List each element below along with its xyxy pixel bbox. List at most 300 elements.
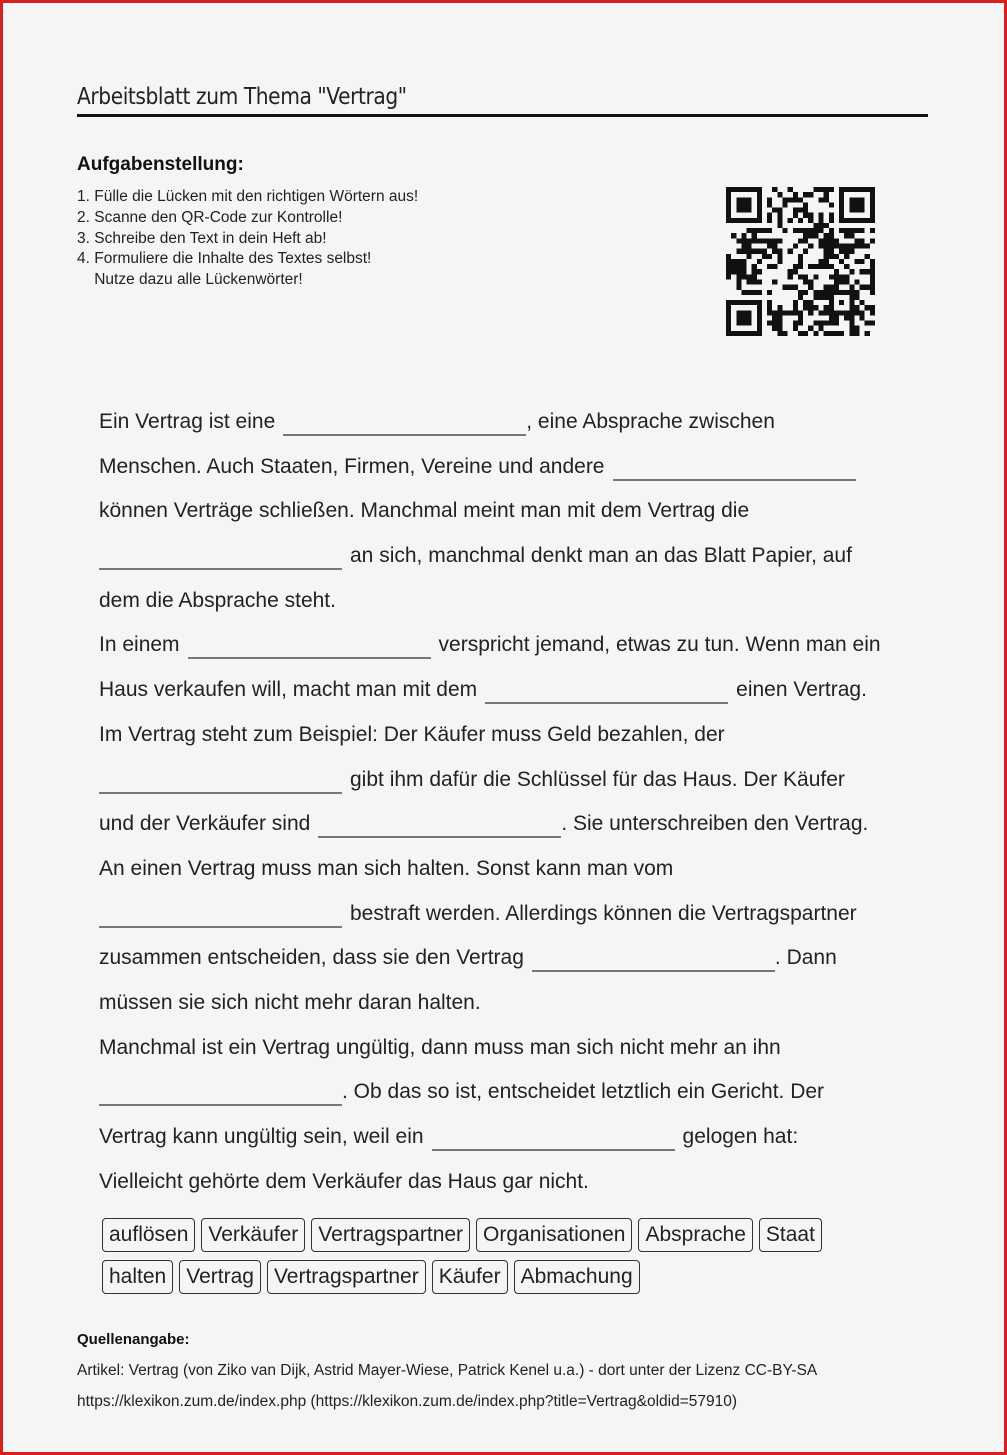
qr-module bbox=[829, 264, 834, 269]
qr-module bbox=[813, 305, 818, 310]
qr-module bbox=[839, 290, 844, 295]
qr-module bbox=[829, 331, 834, 336]
qr-module bbox=[860, 269, 865, 274]
task-step: 3. Schreibe den Text in dein Heft ab! bbox=[77, 229, 327, 247]
blank-gap[interactable] bbox=[99, 542, 342, 570]
word-chip[interactable]: Käufer bbox=[432, 1260, 508, 1294]
qr-module bbox=[747, 310, 752, 315]
blank-gap[interactable] bbox=[485, 676, 728, 704]
text-line bbox=[99, 1160, 919, 1205]
qr-module bbox=[788, 274, 793, 279]
qr-module bbox=[772, 264, 777, 269]
qr-module bbox=[757, 310, 762, 315]
text-segment: gelogen hat: bbox=[682, 1125, 799, 1148]
text-line bbox=[99, 981, 919, 1026]
qr-module bbox=[772, 208, 777, 213]
qr-module bbox=[818, 310, 823, 315]
qr-module bbox=[813, 264, 818, 269]
qr-module bbox=[834, 274, 839, 279]
qr-module bbox=[829, 187, 834, 192]
qr-module bbox=[793, 310, 798, 315]
qr-module bbox=[849, 202, 854, 207]
qr-module bbox=[844, 244, 849, 249]
qr-module bbox=[741, 264, 746, 269]
qr-module bbox=[849, 269, 854, 274]
qr-module bbox=[808, 244, 813, 249]
qr-module bbox=[839, 279, 844, 284]
qr-module bbox=[834, 285, 839, 290]
qr-module bbox=[767, 218, 772, 223]
word-chip[interactable]: auflösen bbox=[102, 1218, 195, 1252]
word-bank bbox=[102, 1218, 902, 1302]
qr-module bbox=[854, 310, 859, 315]
qr-module bbox=[844, 264, 849, 269]
qr-module bbox=[834, 279, 839, 284]
qr-module bbox=[824, 321, 829, 326]
qr-module bbox=[803, 213, 808, 218]
qr-module bbox=[818, 238, 823, 243]
text-line bbox=[99, 892, 919, 937]
qr-module bbox=[777, 315, 782, 320]
qr-module bbox=[824, 223, 829, 228]
text-line bbox=[99, 1026, 919, 1071]
blank-gap[interactable] bbox=[318, 810, 561, 838]
qr-module bbox=[844, 187, 849, 192]
word-bank-row bbox=[102, 1260, 902, 1294]
qr-module bbox=[772, 187, 777, 192]
qr-module bbox=[839, 218, 844, 223]
qr-module bbox=[752, 274, 757, 279]
blank-gap[interactable] bbox=[188, 631, 431, 659]
text-segment: In einem bbox=[99, 633, 180, 657]
qr-module bbox=[726, 208, 731, 213]
qr-module bbox=[849, 295, 854, 300]
qr-module bbox=[777, 321, 782, 326]
qr-module bbox=[854, 326, 859, 331]
qr-module bbox=[854, 305, 859, 310]
qr-module bbox=[777, 208, 782, 213]
qr-module bbox=[793, 213, 798, 218]
qr-module bbox=[762, 228, 767, 233]
qr-module bbox=[736, 238, 741, 243]
word-bank-row bbox=[102, 1218, 902, 1252]
word-chip[interactable]: Vertragspartner bbox=[311, 1218, 470, 1252]
qr-module bbox=[803, 331, 808, 336]
qr-module bbox=[839, 213, 844, 218]
qr-module bbox=[865, 285, 870, 290]
qr-module bbox=[726, 187, 731, 192]
text-segment: Menschen. Auch Staaten, Firmen, Vereine und andere bbox=[99, 454, 605, 478]
text-line bbox=[99, 400, 919, 445]
text-segment: gibt ihm dafür die Schlüssel für das Haus. Der Käufer bbox=[350, 767, 845, 791]
text-segment: und der Verkäufer sind bbox=[99, 812, 311, 836]
qr-module bbox=[736, 285, 741, 290]
qr-module bbox=[798, 259, 803, 264]
qr-module bbox=[834, 254, 839, 259]
qr-module bbox=[803, 202, 808, 207]
qr-module bbox=[860, 259, 865, 264]
qr-module bbox=[752, 187, 757, 192]
qr-module bbox=[788, 197, 793, 202]
text-segment: Vielleicht gehörte dem Verkäufer das Haus gar nicht. bbox=[99, 1169, 589, 1193]
qr-module bbox=[747, 331, 752, 336]
qr-module bbox=[803, 300, 808, 305]
qr-module bbox=[752, 238, 757, 243]
qr-module bbox=[741, 202, 746, 207]
source-url[interactable]: https://klexikon.zum.de/index.php (https://klexikon.zum.de/index.php?title=Vertrag&oldid=57910) bbox=[77, 1393, 738, 1410]
qr-module bbox=[757, 279, 762, 284]
qr-module bbox=[854, 202, 859, 207]
qr-module bbox=[818, 228, 823, 233]
qr-module bbox=[834, 238, 839, 243]
qr-module bbox=[793, 305, 798, 310]
qr-module bbox=[798, 310, 803, 315]
qr-module bbox=[824, 233, 829, 238]
qr-module bbox=[757, 218, 762, 223]
qr-module bbox=[829, 295, 834, 300]
qr-module bbox=[854, 259, 859, 264]
qr-module bbox=[777, 213, 782, 218]
word-chip[interactable]: Organisationen bbox=[476, 1218, 632, 1252]
qr-module bbox=[726, 197, 731, 202]
qr-module bbox=[860, 285, 865, 290]
text-line bbox=[99, 758, 919, 803]
qr-module bbox=[741, 249, 746, 254]
qr-module bbox=[849, 187, 854, 192]
qr-module bbox=[849, 208, 854, 213]
qr-module bbox=[777, 331, 782, 336]
source-heading: Quellenangabe: bbox=[77, 1331, 190, 1348]
qr-module bbox=[829, 310, 834, 315]
qr-module bbox=[860, 218, 865, 223]
qr-module bbox=[849, 290, 854, 295]
qr-module bbox=[813, 290, 818, 295]
qr-module bbox=[741, 269, 746, 274]
qr-module bbox=[736, 269, 741, 274]
qr-module bbox=[860, 244, 865, 249]
qr-module bbox=[752, 331, 757, 336]
qr-module bbox=[798, 331, 803, 336]
qr-module bbox=[829, 213, 834, 218]
qr-module bbox=[798, 315, 803, 320]
qr-module bbox=[849, 285, 854, 290]
task-steps bbox=[77, 187, 418, 291]
qr-module bbox=[757, 326, 762, 331]
qr-module bbox=[788, 285, 793, 290]
text-segment: einen Vertrag. bbox=[736, 678, 867, 702]
qr-module bbox=[865, 331, 870, 336]
qr-module bbox=[793, 326, 798, 331]
qr-module bbox=[854, 290, 859, 295]
qr-module bbox=[731, 218, 736, 223]
text-segment: an sich, manchmal denkt man an das Blatt Papier, auf bbox=[350, 544, 852, 568]
qr-module bbox=[726, 259, 731, 264]
qr-module bbox=[854, 218, 859, 223]
text-segment: bestraft werden. Allerdings können die Vertragspartner bbox=[350, 901, 857, 925]
qr-module bbox=[741, 238, 746, 243]
qr-module bbox=[726, 202, 731, 207]
cloze-text bbox=[99, 400, 919, 1204]
qr-module bbox=[798, 290, 803, 295]
qr-module bbox=[741, 187, 746, 192]
qr-module bbox=[752, 264, 757, 269]
qr-module bbox=[870, 187, 875, 192]
qr-module bbox=[803, 192, 808, 197]
qr-module bbox=[839, 197, 844, 202]
qr-module bbox=[808, 285, 813, 290]
qr-module bbox=[736, 259, 741, 264]
qr-module bbox=[726, 218, 731, 223]
qr-module bbox=[731, 259, 736, 264]
qr-module bbox=[793, 192, 798, 197]
qr-module bbox=[829, 290, 834, 295]
qr-module bbox=[736, 202, 741, 207]
qr-module bbox=[747, 197, 752, 202]
qr-module bbox=[870, 238, 875, 243]
qr-module bbox=[860, 197, 865, 202]
word-chip[interactable]: Verkäufer bbox=[201, 1218, 305, 1252]
qr-module bbox=[772, 326, 777, 331]
qr-module bbox=[767, 264, 772, 269]
blank-gap[interactable] bbox=[532, 944, 775, 972]
qr-module bbox=[870, 228, 875, 233]
qr-module bbox=[808, 213, 813, 218]
qr-module bbox=[736, 279, 741, 284]
qr-module bbox=[829, 218, 834, 223]
qr-module bbox=[818, 213, 823, 218]
text-line bbox=[99, 802, 919, 847]
qr-module bbox=[731, 187, 736, 192]
qr-module bbox=[829, 305, 834, 310]
qr-module bbox=[860, 228, 865, 233]
qr-module bbox=[726, 269, 731, 274]
qr-module bbox=[870, 259, 875, 264]
qr-module bbox=[824, 192, 829, 197]
qr-module bbox=[788, 218, 793, 223]
qr-module bbox=[741, 233, 746, 238]
qr-module bbox=[849, 326, 854, 331]
qr-module bbox=[752, 249, 757, 254]
qr-module bbox=[818, 197, 823, 202]
qr-code-icon[interactable] bbox=[726, 187, 875, 336]
qr-module bbox=[772, 321, 777, 326]
qr-module bbox=[752, 300, 757, 305]
qr-module bbox=[865, 254, 870, 259]
qr-module bbox=[808, 305, 813, 310]
qr-module bbox=[870, 321, 875, 326]
qr-module bbox=[860, 202, 865, 207]
qr-module bbox=[793, 197, 798, 202]
qr-module bbox=[824, 249, 829, 254]
qr-module bbox=[783, 331, 788, 336]
qr-module bbox=[860, 315, 865, 320]
qr-module bbox=[777, 238, 782, 243]
text-segment: verspricht jemand, etwas zu tun. Wenn man ein bbox=[438, 633, 881, 657]
qr-module bbox=[757, 249, 762, 254]
qr-module bbox=[767, 310, 772, 315]
qr-module bbox=[870, 202, 875, 207]
blank-gap[interactable] bbox=[99, 1078, 342, 1106]
qr-module bbox=[793, 264, 798, 269]
blank-gap[interactable] bbox=[283, 408, 526, 436]
qr-module bbox=[752, 228, 757, 233]
qr-module bbox=[803, 228, 808, 233]
word-chip[interactable]: Vertragspartner bbox=[267, 1260, 426, 1294]
text-segment: Ein Vertrag ist eine bbox=[99, 410, 276, 433]
qr-module bbox=[839, 208, 844, 213]
qr-module bbox=[803, 290, 808, 295]
qr-module bbox=[870, 213, 875, 218]
qr-module bbox=[824, 264, 829, 269]
qr-module bbox=[818, 259, 823, 264]
blank-gap[interactable] bbox=[99, 900, 342, 928]
qr-module bbox=[777, 254, 782, 259]
text-segment: zusammen entscheiden, dass sie den Vertrag bbox=[99, 946, 524, 970]
qr-module bbox=[870, 269, 875, 274]
page-title: Arbeitsblatt zum Thema "Vertrag" bbox=[77, 84, 407, 110]
qr-module bbox=[839, 244, 844, 249]
qr-module bbox=[813, 233, 818, 238]
qr-module bbox=[813, 331, 818, 336]
qr-module bbox=[829, 254, 834, 259]
qr-module bbox=[798, 197, 803, 202]
word-chip[interactable]: Staat bbox=[759, 1218, 822, 1252]
qr-module bbox=[808, 192, 813, 197]
qr-module bbox=[865, 321, 870, 326]
qr-module bbox=[767, 213, 772, 218]
qr-module bbox=[818, 218, 823, 223]
qr-module bbox=[752, 269, 757, 274]
task-heading: Aufgabenstellung: bbox=[77, 154, 244, 175]
qr-module bbox=[803, 274, 808, 279]
qr-module bbox=[793, 321, 798, 326]
qr-module bbox=[726, 264, 731, 269]
qr-module bbox=[747, 254, 752, 259]
qr-module bbox=[834, 315, 839, 320]
word-chip[interactable]: halten bbox=[102, 1260, 173, 1294]
qr-module bbox=[767, 244, 772, 249]
qr-module bbox=[757, 300, 762, 305]
qr-module bbox=[788, 269, 793, 274]
text-line bbox=[99, 713, 919, 758]
qr-module bbox=[839, 202, 844, 207]
task-step: 2. Scanne den QR-Code zur Kontrolle! bbox=[77, 208, 343, 226]
qr-module bbox=[783, 228, 788, 233]
qr-module bbox=[731, 264, 736, 269]
qr-module bbox=[829, 249, 834, 254]
qr-module bbox=[829, 202, 834, 207]
qr-module bbox=[829, 315, 834, 320]
qr-module bbox=[726, 254, 731, 259]
qr-module bbox=[818, 187, 823, 192]
blank-gap[interactable] bbox=[613, 453, 856, 481]
qr-module bbox=[854, 295, 859, 300]
qr-module bbox=[803, 279, 808, 284]
qr-module bbox=[757, 305, 762, 310]
qr-module bbox=[808, 264, 813, 269]
qr-module bbox=[834, 310, 839, 315]
text-segment: Manchmal ist ein Vertrag ungültig, dann muss man sich nicht mehr an ihn bbox=[99, 1035, 781, 1059]
qr-module bbox=[752, 290, 757, 295]
qr-module bbox=[736, 264, 741, 269]
blank-gap[interactable] bbox=[432, 1123, 675, 1151]
word-chip[interactable]: Vertrag bbox=[179, 1260, 261, 1294]
qr-module bbox=[736, 274, 741, 279]
qr-module bbox=[731, 269, 736, 274]
qr-module bbox=[767, 197, 772, 202]
qr-module bbox=[757, 213, 762, 218]
qr-module bbox=[762, 249, 767, 254]
text-line bbox=[99, 1070, 919, 1115]
qr-module bbox=[798, 254, 803, 259]
word-chip[interactable]: Abmachung bbox=[514, 1260, 640, 1294]
qr-module bbox=[798, 238, 803, 243]
qr-module bbox=[767, 202, 772, 207]
qr-module bbox=[818, 244, 823, 249]
qr-module bbox=[839, 300, 844, 305]
task-step: Nutze dazu alle Lückenwörter! bbox=[77, 271, 303, 289]
qr-module bbox=[849, 331, 854, 336]
qr-module bbox=[803, 249, 808, 254]
qr-module bbox=[736, 331, 741, 336]
qr-module bbox=[870, 310, 875, 315]
text-segment: können Verträge schließen. Manchmal meint man mit dem Vertrag die bbox=[99, 499, 750, 523]
qr-module bbox=[808, 326, 813, 331]
qr-module bbox=[813, 223, 818, 228]
qr-module bbox=[839, 274, 844, 279]
qr-module bbox=[803, 305, 808, 310]
qr-module bbox=[818, 295, 823, 300]
text-line bbox=[99, 534, 919, 579]
text-segment: müssen sie sich nicht mehr daran halten. bbox=[99, 990, 481, 1014]
qr-module bbox=[747, 244, 752, 249]
qr-module bbox=[757, 290, 762, 295]
qr-module bbox=[870, 192, 875, 197]
qr-module bbox=[829, 321, 834, 326]
qr-module bbox=[865, 187, 870, 192]
qr-module bbox=[747, 300, 752, 305]
qr-module bbox=[824, 238, 829, 243]
qr-module bbox=[741, 331, 746, 336]
qr-module bbox=[793, 244, 798, 249]
qr-module bbox=[860, 300, 865, 305]
text-segment: Im Vertrag steht zum Beispiel: Der Käufer muss Geld bezahlen, der bbox=[99, 722, 725, 746]
qr-module bbox=[741, 274, 746, 279]
qr-module bbox=[849, 228, 854, 233]
text-line bbox=[99, 936, 919, 981]
qr-module bbox=[839, 228, 844, 233]
qr-module bbox=[726, 326, 731, 331]
word-chip[interactable]: Absprache bbox=[638, 1218, 752, 1252]
qr-module bbox=[757, 269, 762, 274]
qr-module bbox=[772, 279, 777, 284]
qr-module bbox=[757, 331, 762, 336]
qr-module bbox=[849, 249, 854, 254]
blank-gap[interactable] bbox=[99, 766, 342, 794]
text-line bbox=[99, 489, 919, 534]
qr-module bbox=[793, 228, 798, 233]
qr-module bbox=[772, 315, 777, 320]
qr-module bbox=[793, 285, 798, 290]
qr-module bbox=[793, 208, 798, 213]
qr-module bbox=[777, 305, 782, 310]
qr-module bbox=[849, 197, 854, 202]
qr-module bbox=[854, 331, 859, 336]
text-segment: , eine Absprache zwischen bbox=[526, 410, 775, 433]
qr-module bbox=[726, 274, 731, 279]
qr-module bbox=[747, 279, 752, 284]
title-underline bbox=[77, 114, 928, 117]
